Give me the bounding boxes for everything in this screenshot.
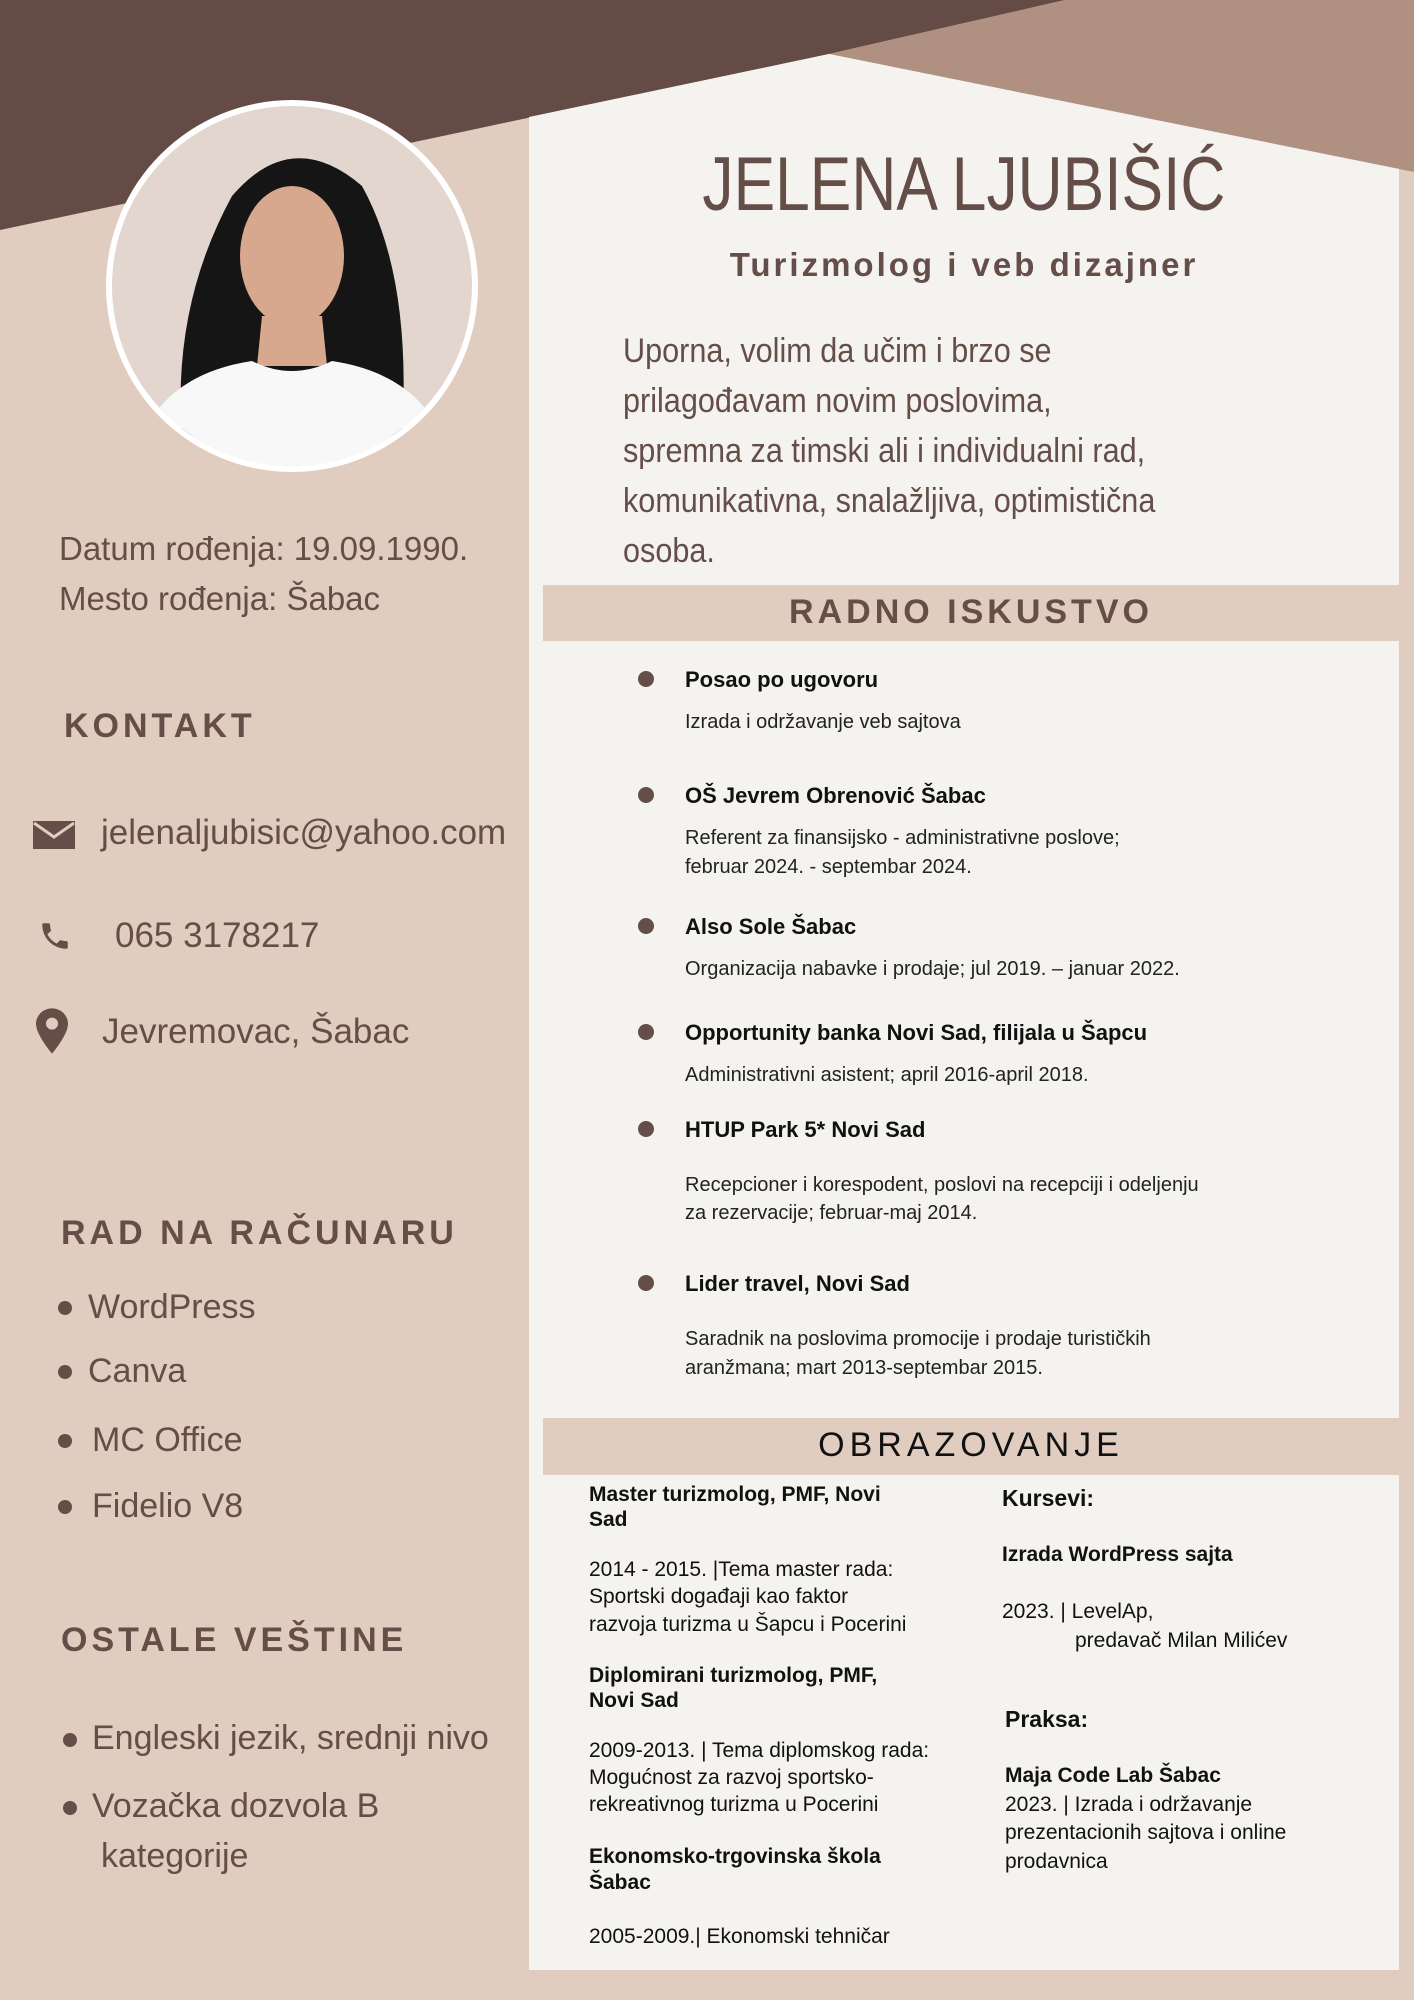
education-degree: Ekonomsko-trgovinska škola xyxy=(589,1845,881,1868)
experience-description: Referent za finansijsko - administrativne poslove; xyxy=(685,827,1120,849)
computer-skills-heading: RAD NA RAČUNARU xyxy=(61,1214,458,1252)
bullet-icon xyxy=(58,1365,72,1379)
summary-line: osoba. xyxy=(623,532,715,570)
bullet-icon xyxy=(638,1121,654,1137)
name-text: JELENA LJUBIŠIĆ xyxy=(702,142,1226,227)
other-skill-item: Vozačka dozvola B xyxy=(92,1787,380,1825)
location-pin-icon xyxy=(36,1008,68,1054)
bullet-icon xyxy=(638,1275,654,1291)
course-detail: predavač Milan Milićev xyxy=(1075,1629,1288,1652)
computer-skill-item: MC Office xyxy=(92,1421,243,1459)
education-detail: 2005-2009.| Ekonomski tehničar xyxy=(589,1925,890,1948)
courses-heading: Kursevi: xyxy=(1002,1485,1095,1511)
education-detail: 2009-2013. | Tema diplomskog rada: xyxy=(589,1739,930,1762)
experience-description: Administrativni asistent; april 2016-april 2018. xyxy=(685,1064,1089,1086)
education-detail: Mogućnost za razvoj sportsko- xyxy=(589,1766,874,1789)
bullet-icon xyxy=(638,1024,654,1040)
experience-title: HTUP Park 5* Novi Sad xyxy=(685,1117,926,1142)
contact-heading: KONTAKT xyxy=(64,707,256,745)
experience-heading: RADNO ISKUSTVO xyxy=(789,593,1153,631)
education-detail: rekreativnog turizma u Pocerini xyxy=(589,1793,879,1816)
internship-detail: 2023. | Izrada i održavanje xyxy=(1005,1793,1253,1816)
experience-title: Opportunity banka Novi Sad, filijala u Šapcu xyxy=(685,1020,1148,1045)
education-degree: Master turizmolog, PMF, Novi xyxy=(589,1483,881,1506)
bullet-icon xyxy=(638,671,654,687)
bullet-icon xyxy=(638,918,654,934)
education-heading: OBRAZOVANJE xyxy=(818,1426,1124,1464)
birth-place: Mesto rođenja: Šabac xyxy=(59,580,381,617)
bullet-icon xyxy=(58,1301,72,1315)
summary-line: spremna za timski ali i individualni rad, xyxy=(623,432,1146,470)
bullet-icon xyxy=(63,1733,77,1747)
education-detail: razvoja turizma u Šapcu i Pocerini xyxy=(589,1613,907,1636)
job-title: Turizmolog i veb dizajner xyxy=(729,246,1199,283)
bullet-icon xyxy=(63,1801,77,1815)
computer-skill-item: Canva xyxy=(88,1352,187,1390)
education-detail: Sportski događaji kao faktor xyxy=(589,1585,849,1608)
experience-description: Saradnik na poslovima promocije i prodaje turističkih xyxy=(685,1328,1151,1350)
education-detail: 2014 - 2015. |Tema master rada: xyxy=(589,1558,894,1581)
experience-description: Izrada i održavanje veb sajtova xyxy=(685,711,961,733)
course-detail: 2023. | LevelAp, xyxy=(1002,1600,1154,1623)
birth-date: Datum rođenja: 19.09.1990. xyxy=(59,530,469,567)
bullet-icon xyxy=(58,1434,72,1448)
summary-line: prilagođavam novim poslovima, xyxy=(623,382,1052,420)
experience-title: Posao po ugovoru xyxy=(685,667,879,692)
other-skills-heading: OSTALE VEŠTINE xyxy=(61,1621,408,1659)
course-title: Izrada WordPress sajta xyxy=(1002,1543,1233,1566)
phone-icon xyxy=(38,918,72,954)
education-degree: Šabac xyxy=(589,1871,651,1894)
experience-description: za rezervacije; februar-maj 2014. xyxy=(685,1202,978,1224)
other-skill-item: Engleski jezik, srednji nivo xyxy=(92,1719,489,1757)
education-degree: Novi Sad xyxy=(589,1689,679,1712)
summary-line: komunikativna, snalažljiva, optimistična xyxy=(623,482,1156,520)
email-icon xyxy=(32,820,76,850)
computer-skill-item: Fidelio V8 xyxy=(92,1487,244,1525)
internship-detail: prezentacionih sajtova i online xyxy=(1005,1821,1287,1844)
internship-title: Maja Code Lab Šabac xyxy=(1005,1764,1221,1787)
internship-heading: Praksa: xyxy=(1005,1706,1089,1732)
bullet-icon xyxy=(58,1500,72,1514)
education-degree: Sad xyxy=(589,1508,628,1531)
experience-description: februar 2024. - septembar 2024. xyxy=(685,856,972,878)
education-degree: Diplomirani turizmolog, PMF, xyxy=(589,1664,878,1687)
experience-title: OŠ Jevrem Obrenović Šabac xyxy=(685,783,986,808)
experience-title: Also Sole Šabac xyxy=(685,914,857,939)
experience-description: Organizacija nabavke i prodaje; jul 2019. – januar 2022. xyxy=(685,958,1180,980)
computer-skill-item: WordPress xyxy=(88,1288,256,1326)
location: Jevremovac, Šabac xyxy=(102,1012,410,1051)
internship-detail: prodavnica xyxy=(1005,1850,1108,1873)
education-header-bar xyxy=(543,1418,1399,1475)
other-skill-item: kategorije xyxy=(101,1837,249,1875)
summary xyxy=(623,326,1214,576)
experience-header-bar xyxy=(543,585,1399,641)
email-link[interactable]: jelenaljubisic@yahoo.com xyxy=(101,813,507,852)
experience-description: aranžmana; mart 2013-septembar 2015. xyxy=(685,1357,1043,1379)
experience-title: Lider travel, Novi Sad xyxy=(685,1271,910,1296)
experience-description: Recepcioner i korespodent, poslovi na recepciji i odeljenju xyxy=(685,1174,1199,1196)
profile-photo xyxy=(106,100,478,472)
phone-number[interactable]: 065 3178217 xyxy=(115,916,320,955)
summary-line: Uporna, volim da učim i brzo se xyxy=(623,332,1052,370)
candidate-name xyxy=(529,140,1399,230)
bullet-icon xyxy=(638,787,654,803)
